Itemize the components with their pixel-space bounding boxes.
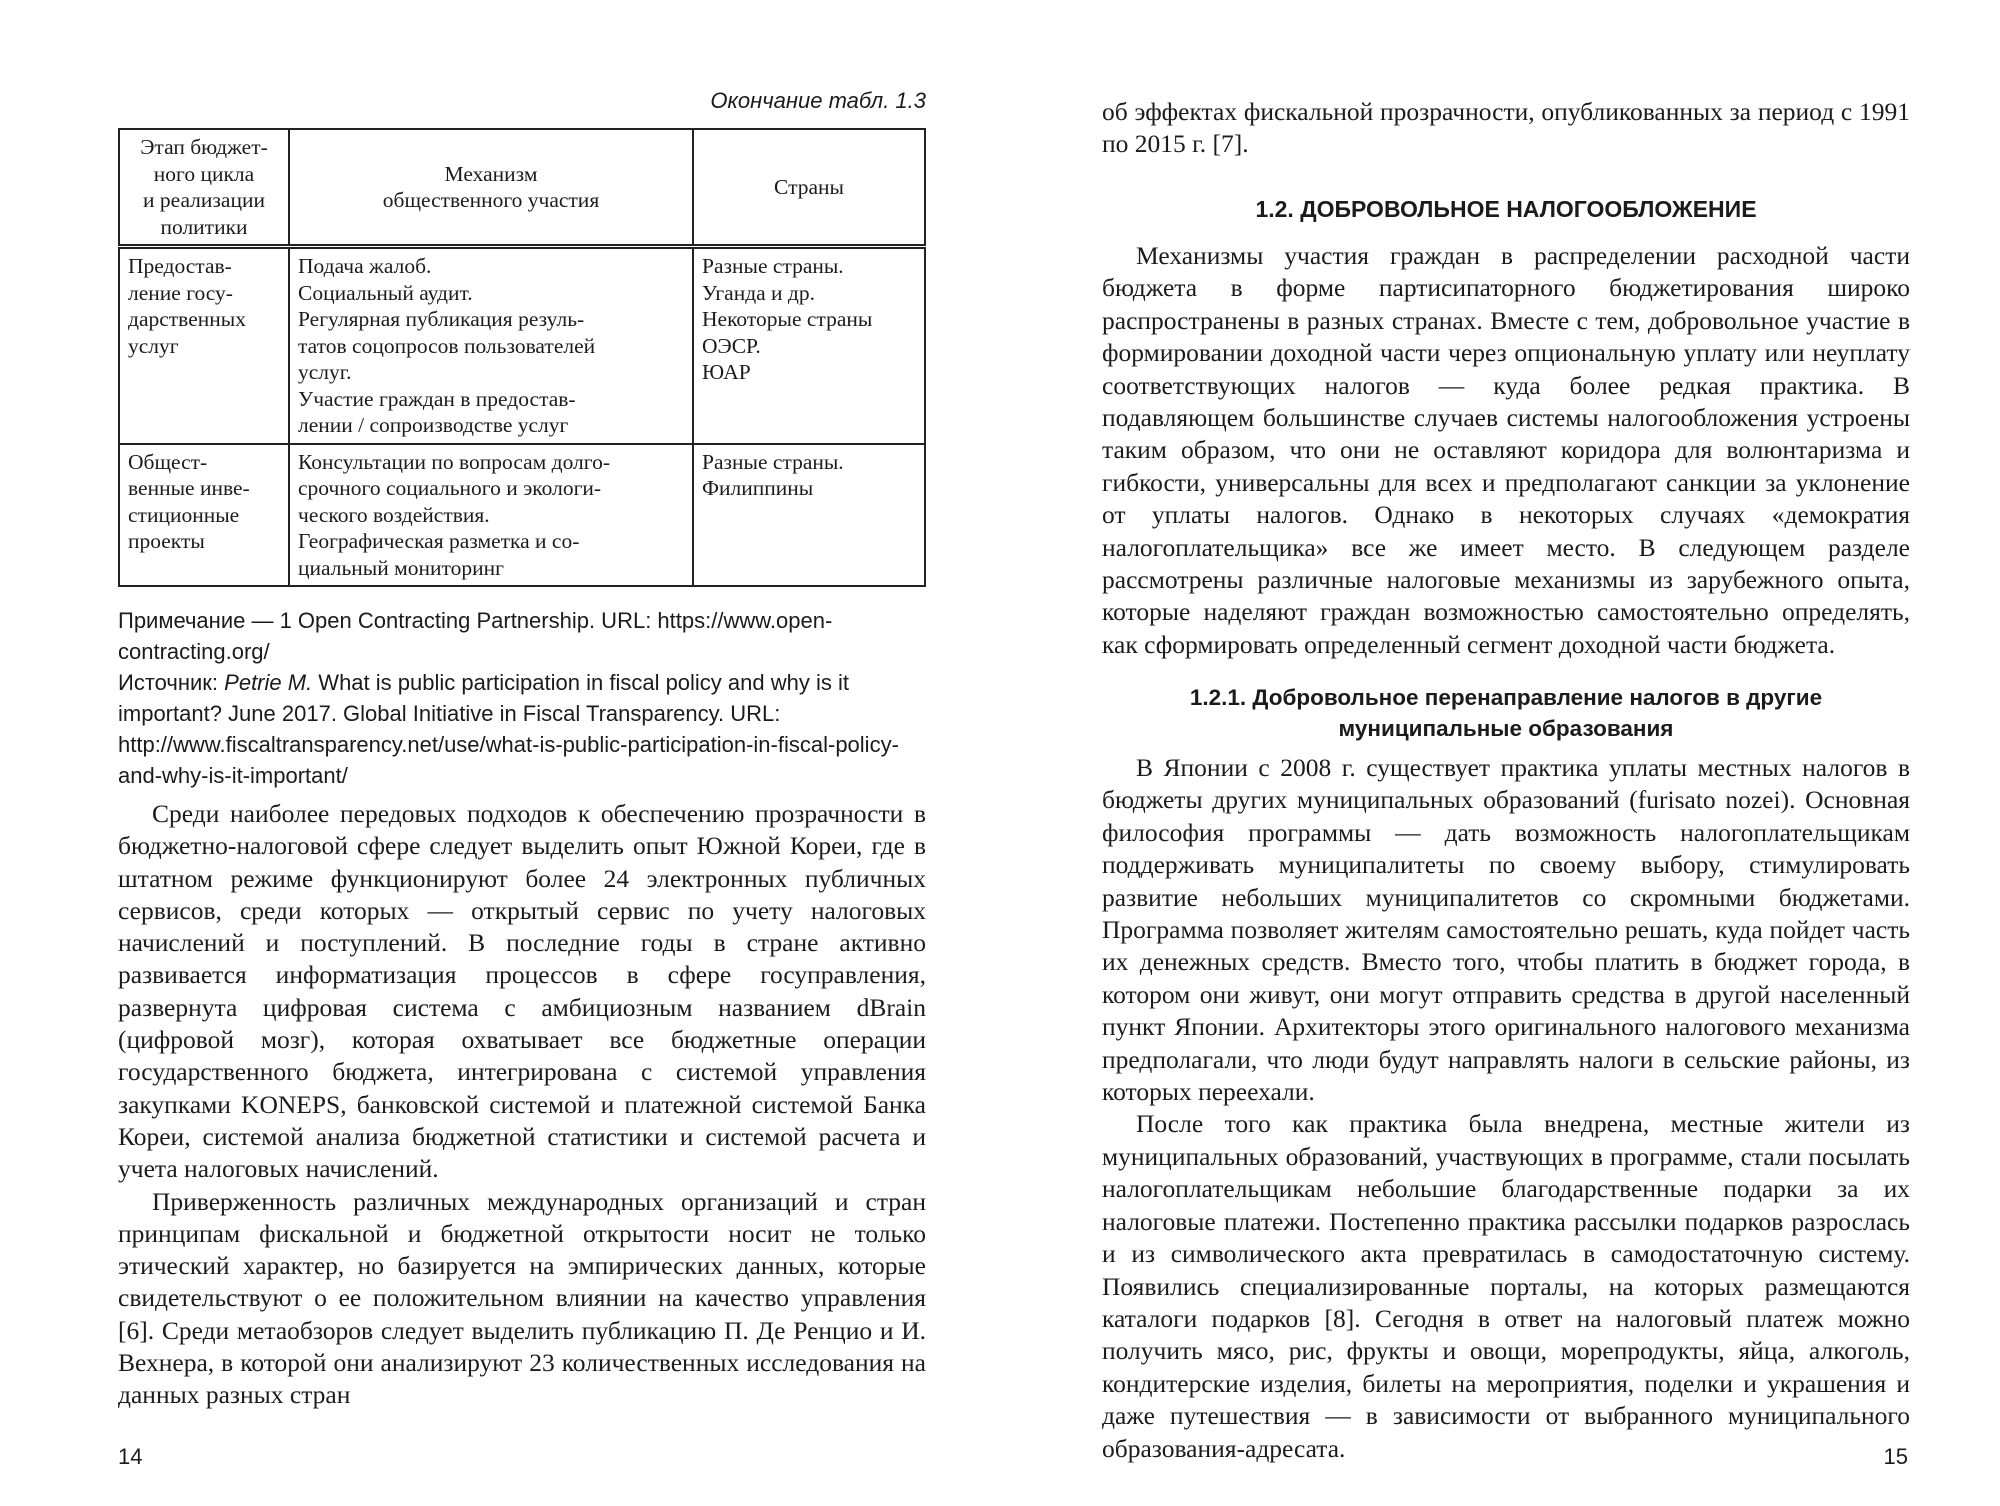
cell-stage: Предостав- ление госу- дарственных услуг [119, 247, 289, 444]
paragraph: После того как практика была внедрена, местные жители из муниципальных образований, участвующих в программе, стали посылать налогоплательщикам небольшие благодарственные подарки за их налоговые платежи. Постепенно практика рассылки подарков разрослась и из символического акта превратилась в самодостаточную систему. Появились специализированные порталы, на которых размещаются каталоги подарков [8]. Сегодня в ответ на налоговый платеж можно получить мясо, рис, фрукты и овощи, морепродукты, яйца, алкоголь, кондитерские изделия, билеты на мероприятия, поделки и украшения и даже путешествия — в зависимости от выбранного муниципального образования-адресата. [1102, 1109, 1910, 1463]
continuation-text [1102, 96, 1910, 161]
header-stage: Этап бюджет- ного цикла и реализации политики [119, 129, 289, 247]
cell-mechanism: Консультации по вопросам долго- срочного социального и экологи- ческого воздействия. Географическая разметка и со- циальный мониторинг [289, 444, 693, 587]
header-countries: Страны [693, 129, 925, 247]
right-page [1000, 0, 2000, 1506]
cell-countries: Разные страны. Филиппины [693, 444, 925, 587]
header-mechanism: Механизм общественного участия [289, 129, 693, 247]
paragraph: об эффектах фискальной прозрачности, опубликованных за период с 1991 по 2015 г. [7]. [1102, 97, 1910, 159]
table-row [119, 247, 925, 444]
paragraph: Среди наиболее передовых подходов к обеспечению прозрачности в бюджетно-налоговой сфере следует выделить опыт Южной Кореи, где в штатном режиме функционируют более 24 электронных публичных сервисов, среди которых — открытый сервис по учету налоговых начислений и поступлений. В последние годы в стране активно развивается информатизация процессов в сфере госуправления, развернута цифровая система с амбициозным названием dBrain (цифровой мозг), которая охватывает все бюджетные операции государственного бюджета, интегрирована с системой управления закупками KONEPS, банковской системой и платежной системой Банка Кореи, системой анализа бюджетной статистики и системой расчета и учета налоговых начислений. [118, 799, 926, 1184]
subsection-body-text [1102, 752, 1910, 1465]
table-note [118, 605, 926, 791]
paragraph: Приверженность различных международных организаций и стран принципам фискальной и бюджетной открытости носит не только этический характер, но базируется на эмпирических данных, которые свидетельствуют о ее положительном влиянии на качество управления [6]. Среди метаобзоров следует выделить публикацию П. Де Ренцио и И. Вехнера, в которой они анализируют 23 количественных исследования на данных разных стран [118, 1186, 926, 1410]
note-text: Примечание — 1 Open Contracting Partnership. URL: https://www.open-contracting.org/ [118, 608, 833, 664]
left-body-text [118, 798, 926, 1412]
section-body-text [1102, 240, 1910, 661]
paragraph: В Японии с 2008 г. существует практика уплаты местных налогов в бюджеты других муниципальных образований (furisato nozei). Основная философия программы — дать возможность налогоплательщикам поддерживать муниципалитеты по своему выбору, стимулировать развитие небольших муниципалитетов со скромными бюджетами. Программа позволяет жителям самостоятельно решать, куда пойдет часть их денежных средств. Вместо того, чтобы платить в бюджет города, в котором они живут, они могут отправить средства в другой населенный пункт Японии. Архитекторы этого оригинального налогового механизма предполагали, что люди будут направлять налоги в сельские районы, из которых переехали. [1102, 753, 1910, 1107]
cell-mechanism: Подача жалоб. Социальный аудит. Регулярная публикация резуль- татов соцопросов пользователей услуг. Участие граждан в предостав- лении / сопроизводстве услуг [289, 247, 693, 444]
source-text: Источник: Petrie M. What is public participation in fiscal policy and why is it important? June 2017. Global Initiative in Fiscal Transparency. URL: http://www.fiscaltransparency.net/use/what-is-public-participation-in-fiscal-policy-and-why-is-it-important/ [118, 670, 899, 788]
table-header-row [119, 129, 925, 247]
page-number: 15 [1883, 1444, 1908, 1469]
mechanisms-table [118, 128, 926, 587]
subsection-heading: 1.2.1. Добровольное перенаправление налогов в другие муниципальные образования [1189, 685, 1823, 741]
table-continuation-caption: Окончание табл. 1.3 [710, 88, 926, 113]
section-heading: 1.2. ДОБРОВОЛЬНОЕ НАЛОГООБЛОЖЕНИЕ [1255, 196, 1757, 222]
table-row [119, 444, 925, 587]
cell-countries: Разные страны. Уганда и др. Некоторые страны ОЭСР. ЮАР [693, 247, 925, 444]
paragraph: Механизмы участия граждан в распределении расходной части бюджета в форме партисипаторного бюджетирования широко распространены в разных странах. Вместе с тем, добровольное участие в формировании доходной части через опциональную уплату или неуплату соответствующих налогов — куда более редкая практика. В подавляющем большинстве случаев системы налогообложения устроены таким образом, что они не оставляют коридора для волюнтаризма и гибкости, универсальны для всех и предполагают санкции за уклонение от уплаты налогов. Однако в некоторых случаях «демократия налогоплательщика» все же имеет место. В следующем разделе рассмотрены различные налоговые механизмы из зарубежного опыта, которые наделяют граждан возможностью самостоятельно определять, как сформировать определенный сегмент доходной части бюджета. [1102, 241, 1910, 659]
page-number: 14 [118, 1444, 143, 1469]
cell-stage: Общест- венные инве- стиционные проекты [119, 444, 289, 587]
